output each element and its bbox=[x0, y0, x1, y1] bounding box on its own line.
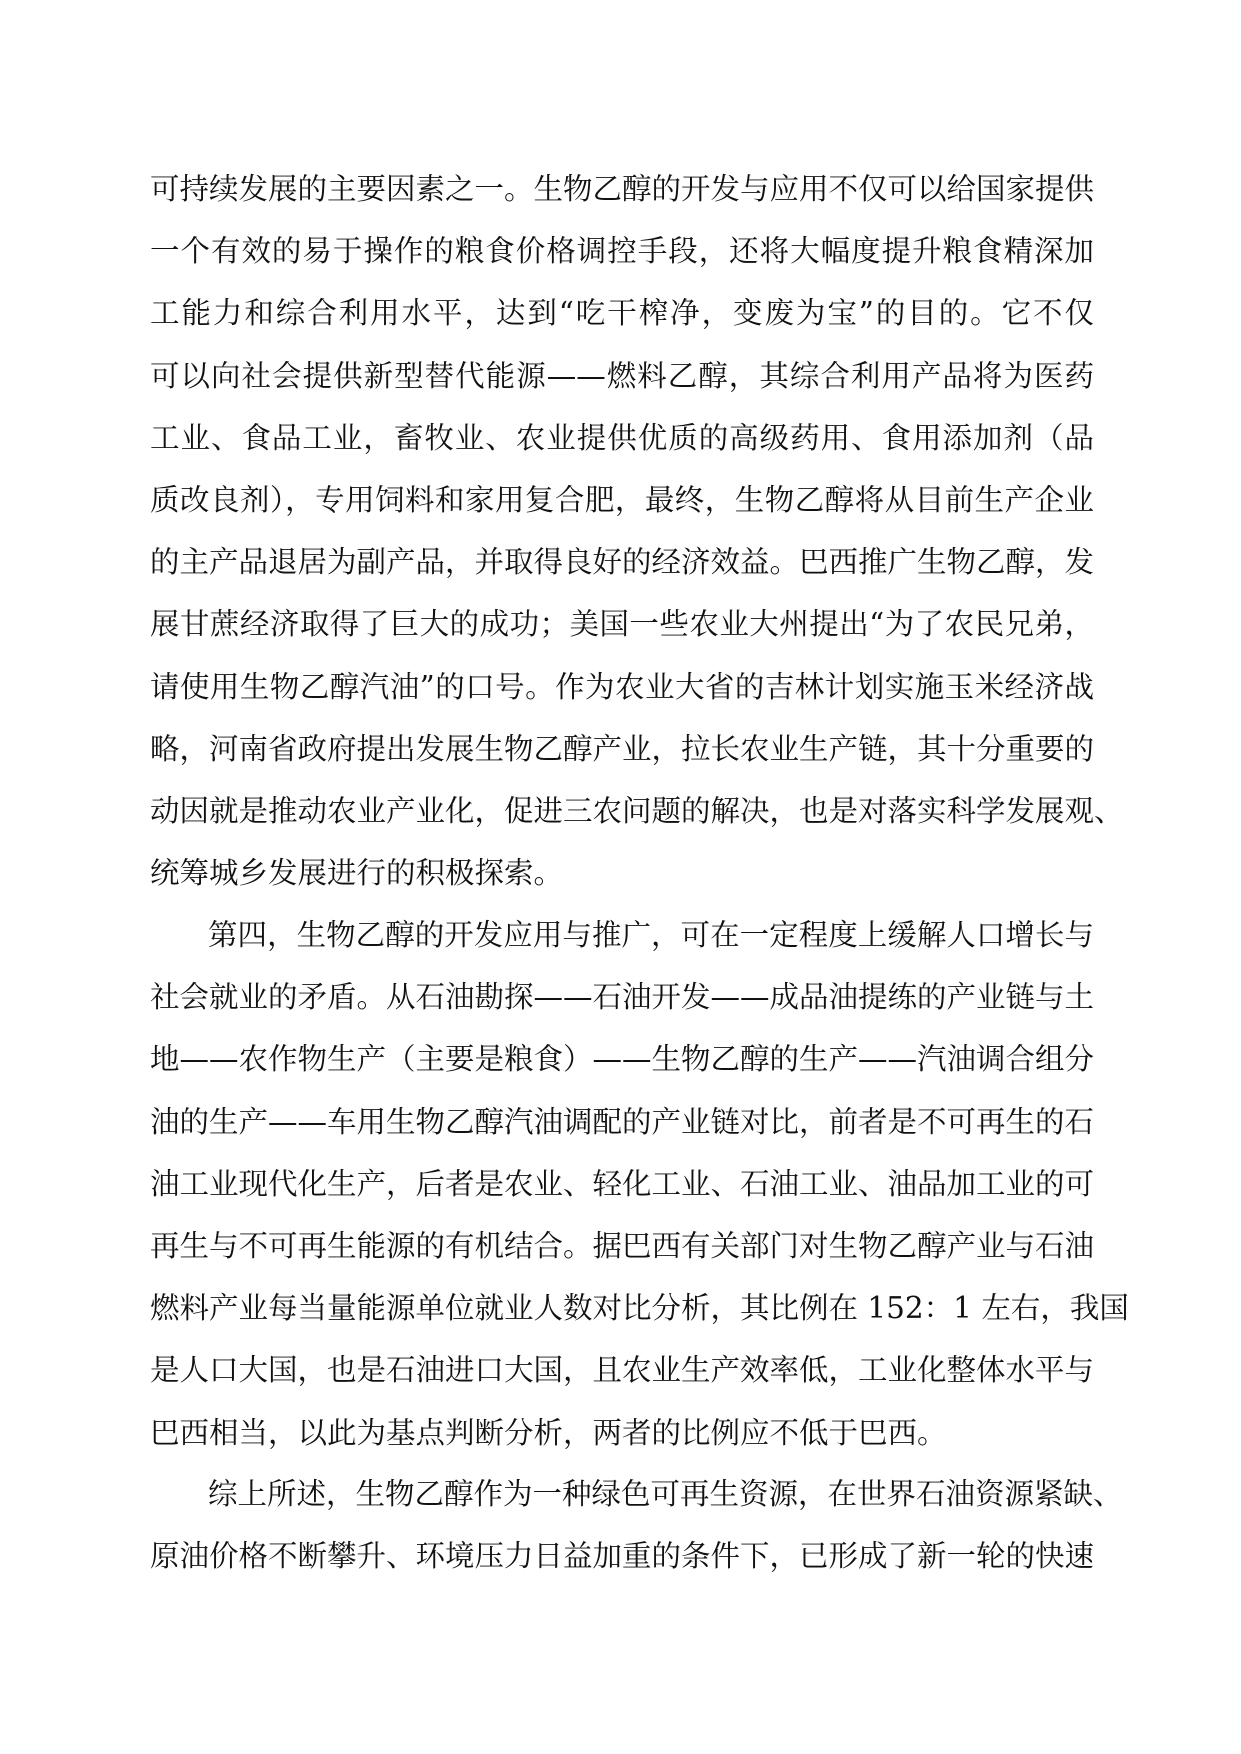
text-line: 的主产品退居为副产品，并取得良好的经济效益。巴西推广生物乙醇，发 bbox=[150, 545, 1095, 580]
text-line: 展甘蔗经济取得了巨大的成功；美国一些农业大州提出“为了农民兄弟， bbox=[150, 607, 1094, 642]
text-line: 油工业现代化生产，后者是农业、轻化工业、石油工业、油品加工业的可 bbox=[150, 1166, 1095, 1201]
text-line: 社会就业的矛盾。从石油勘探——石油开发——成品油提练的产业链与土 bbox=[150, 980, 1095, 1015]
text-line: 可持续发展的主要因素之一。生物乙醇的开发与应用不仅可以给国家提供 bbox=[150, 172, 1095, 206]
text-line: 地——农作物生产（主要是粮食）——生物乙醇的生产——汽油调合组分 bbox=[150, 1042, 1095, 1077]
text-line: 动因就是推动农业产业化，促进三农问题的解决，也是对落实科学发展观、 bbox=[150, 793, 1124, 828]
text-line: 工业、食品工业，畜牧业、农业提供优质的高级药用、食用添加剂（品 bbox=[150, 420, 1094, 455]
text-line: 质改良剂），专用饲料和家用复合肥，最终，生物乙醇将从目前生产企业 bbox=[150, 482, 1094, 517]
text-line: 原油价格不断攀升、环境压力日益加重的条件下，已形成了新一轮的快速 bbox=[150, 1539, 1095, 1574]
text-line: 综上所述，生物乙醇作为一种绿色可再生资源，在世界石油资源紧缺、 bbox=[208, 1477, 1123, 1511]
text-line: 燃料产业每当量能源单位就业人数对比分析，其比例在 152：1 左右，我国 bbox=[150, 1291, 1129, 1326]
text-line: 是人口大国，也是石油进口大国，且农业生产效率低，工业化整体水平与 bbox=[150, 1353, 1095, 1388]
text-line: 可以向社会提供新型替代能源——燃料乙醇，其综合利用产品将为医药 bbox=[150, 358, 1094, 393]
paragraph-bioethanol-benefits bbox=[150, 158, 1124, 904]
text-line: 巴西相当，以此为基点判断分析，两者的比例应不低于巴西。 bbox=[150, 1415, 947, 1450]
paragraph-summary bbox=[150, 1463, 1123, 1587]
paragraph-fourth-point bbox=[150, 904, 1129, 1464]
text-line: 一个有效的易于操作的粮食价格调控手段，还将大幅度提升粮食精深加 bbox=[150, 234, 1094, 269]
text-line: 略，河南省政府提出发展生物乙醇产业，拉长农业生产链，其十分重要的 bbox=[150, 731, 1095, 766]
text-line: 再生与不可再生能源的有机结合。据巴西有关部门对生物乙醇产业与石油 bbox=[150, 1228, 1095, 1263]
text-line: 油的生产——车用生物乙醇汽油调配的产业链对比，前者是不可再生的石 bbox=[150, 1104, 1095, 1139]
text-line: 第四，生物乙醇的开发应用与推广，可在一定程度上缓解人口增长与 bbox=[208, 918, 1094, 952]
text-line: 工能力和综合利用水平，达到“吃干榨净，变废为宝”的目的。它不仅 bbox=[150, 296, 1094, 331]
text-line: 统筹城乡发展进行的积极探索。 bbox=[150, 856, 564, 891]
text-line: 请使用生物乙醇汽油”的口号。作为农业大省的吉林计划实施玉米经济战 bbox=[150, 669, 1094, 704]
